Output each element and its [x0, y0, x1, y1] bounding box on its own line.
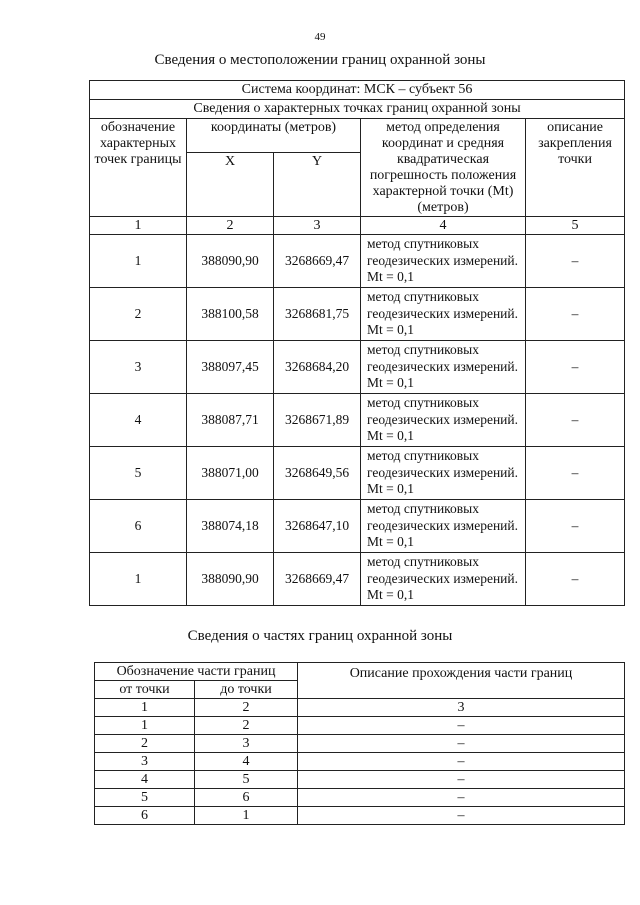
description-cell: – — [298, 789, 625, 807]
fixing-cell: – — [526, 341, 625, 394]
fixing-cell: – — [526, 447, 625, 500]
from-cell: 4 — [95, 771, 195, 789]
method-cell: метод спутниковых геодезических измерений. Mt = 0,1 — [361, 500, 526, 553]
method-cell: метод спутниковых геодезических измерений. Mt = 0,1 — [361, 235, 526, 288]
from-cell: 2 — [95, 735, 195, 753]
point-cell: 3 — [90, 341, 187, 394]
y-cell: 3268669,47 — [274, 553, 361, 606]
to-cell: 5 — [195, 771, 298, 789]
description-cell: – — [298, 753, 625, 771]
description-cell: – — [298, 771, 625, 789]
y-cell: 3268669,47 — [274, 235, 361, 288]
point-cell: 6 — [90, 500, 187, 553]
x-cell: 388090,90 — [187, 235, 274, 288]
header-method: метод определения координат и средняя квадратическая погрешность положения характерной точки (Mt) (метров) — [361, 119, 526, 217]
from-cell: 3 — [95, 753, 195, 771]
header-part-designation: Обозначение части границ — [95, 663, 298, 681]
x-cell: 388087,71 — [187, 394, 274, 447]
method-cell: метод спутниковых геодезических измерений. Mt = 0,1 — [361, 288, 526, 341]
coord-system-cell: Система координат: МСК – субъект 56 — [90, 81, 625, 100]
table-row — [95, 717, 625, 735]
table-row — [95, 789, 625, 807]
method-cell: метод спутниковых геодезических измерений. Mt = 0,1 — [361, 341, 526, 394]
column-number: 2 — [187, 217, 274, 235]
y-cell: 3268649,56 — [274, 447, 361, 500]
y-cell: 3268647,10 — [274, 500, 361, 553]
table-row — [90, 288, 625, 341]
header-from: от точки — [95, 681, 195, 699]
fixing-cell: – — [526, 394, 625, 447]
table-row — [90, 341, 625, 394]
fixing-cell: – — [526, 500, 625, 553]
point-cell: 5 — [90, 447, 187, 500]
header-fixing: описание закрепления точки — [526, 119, 625, 217]
method-cell: метод спутниковых геодезических измерений. Mt = 0,1 — [361, 394, 526, 447]
fixing-cell: – — [526, 288, 625, 341]
table-row — [95, 807, 625, 825]
table-row — [90, 235, 625, 288]
description-cell: – — [298, 807, 625, 825]
to-cell: 6 — [195, 789, 298, 807]
from-cell: 1 — [95, 717, 195, 735]
table-row — [90, 553, 625, 606]
point-cell: 4 — [90, 394, 187, 447]
method-cell: метод спутниковых геодезических измерений. Mt = 0,1 — [361, 553, 526, 606]
x-cell: 388097,45 — [187, 341, 274, 394]
header-y: Y — [274, 153, 361, 217]
table-row — [95, 771, 625, 789]
x-cell: 388071,00 — [187, 447, 274, 500]
to-cell: 3 — [195, 735, 298, 753]
section1-title: Сведения о местоположении границ охранной зоны — [154, 52, 486, 68]
column-number: 3 — [298, 699, 625, 717]
to-cell: 1 — [195, 807, 298, 825]
points-caption-cell: Сведения о характерных точках границ охранной зоны — [90, 100, 625, 119]
table-row — [95, 735, 625, 753]
table-row — [90, 394, 625, 447]
table-row — [90, 500, 625, 553]
y-cell: 3268681,75 — [274, 288, 361, 341]
fixing-cell: – — [526, 553, 625, 606]
method-cell: метод спутниковых геодезических измерений. Mt = 0,1 — [361, 447, 526, 500]
column-number: 5 — [526, 217, 625, 235]
boundary-parts-table — [94, 662, 625, 825]
y-cell: 3268684,20 — [274, 341, 361, 394]
y-cell: 3268671,89 — [274, 394, 361, 447]
header-coords: координаты (метров) — [187, 119, 361, 153]
fixing-cell: – — [526, 235, 625, 288]
from-cell: 5 — [95, 789, 195, 807]
column-number: 2 — [195, 699, 298, 717]
table-row — [95, 753, 625, 771]
table-row — [90, 447, 625, 500]
point-cell: 1 — [90, 235, 187, 288]
header-to: до точки — [195, 681, 298, 699]
section2-title: Сведения о частях границ охранной зоны — [187, 628, 453, 644]
point-cell: 2 — [90, 288, 187, 341]
column-number: 3 — [274, 217, 361, 235]
header-part-description: Описание прохождения части границ — [298, 663, 625, 699]
description-cell: – — [298, 717, 625, 735]
x-cell: 388074,18 — [187, 500, 274, 553]
boundary-points-table — [89, 80, 625, 606]
header-x: X — [187, 153, 274, 217]
column-number: 1 — [95, 699, 195, 717]
column-number: 1 — [90, 217, 187, 235]
x-cell: 388090,90 — [187, 553, 274, 606]
point-cell: 1 — [90, 553, 187, 606]
to-cell: 2 — [195, 717, 298, 735]
from-cell: 6 — [95, 807, 195, 825]
column-number: 4 — [361, 217, 526, 235]
page-number: 49 — [314, 31, 326, 43]
x-cell: 388100,58 — [187, 288, 274, 341]
description-cell: – — [298, 735, 625, 753]
header-designation: обозначение характерных точек границы — [90, 119, 187, 217]
to-cell: 4 — [195, 753, 298, 771]
